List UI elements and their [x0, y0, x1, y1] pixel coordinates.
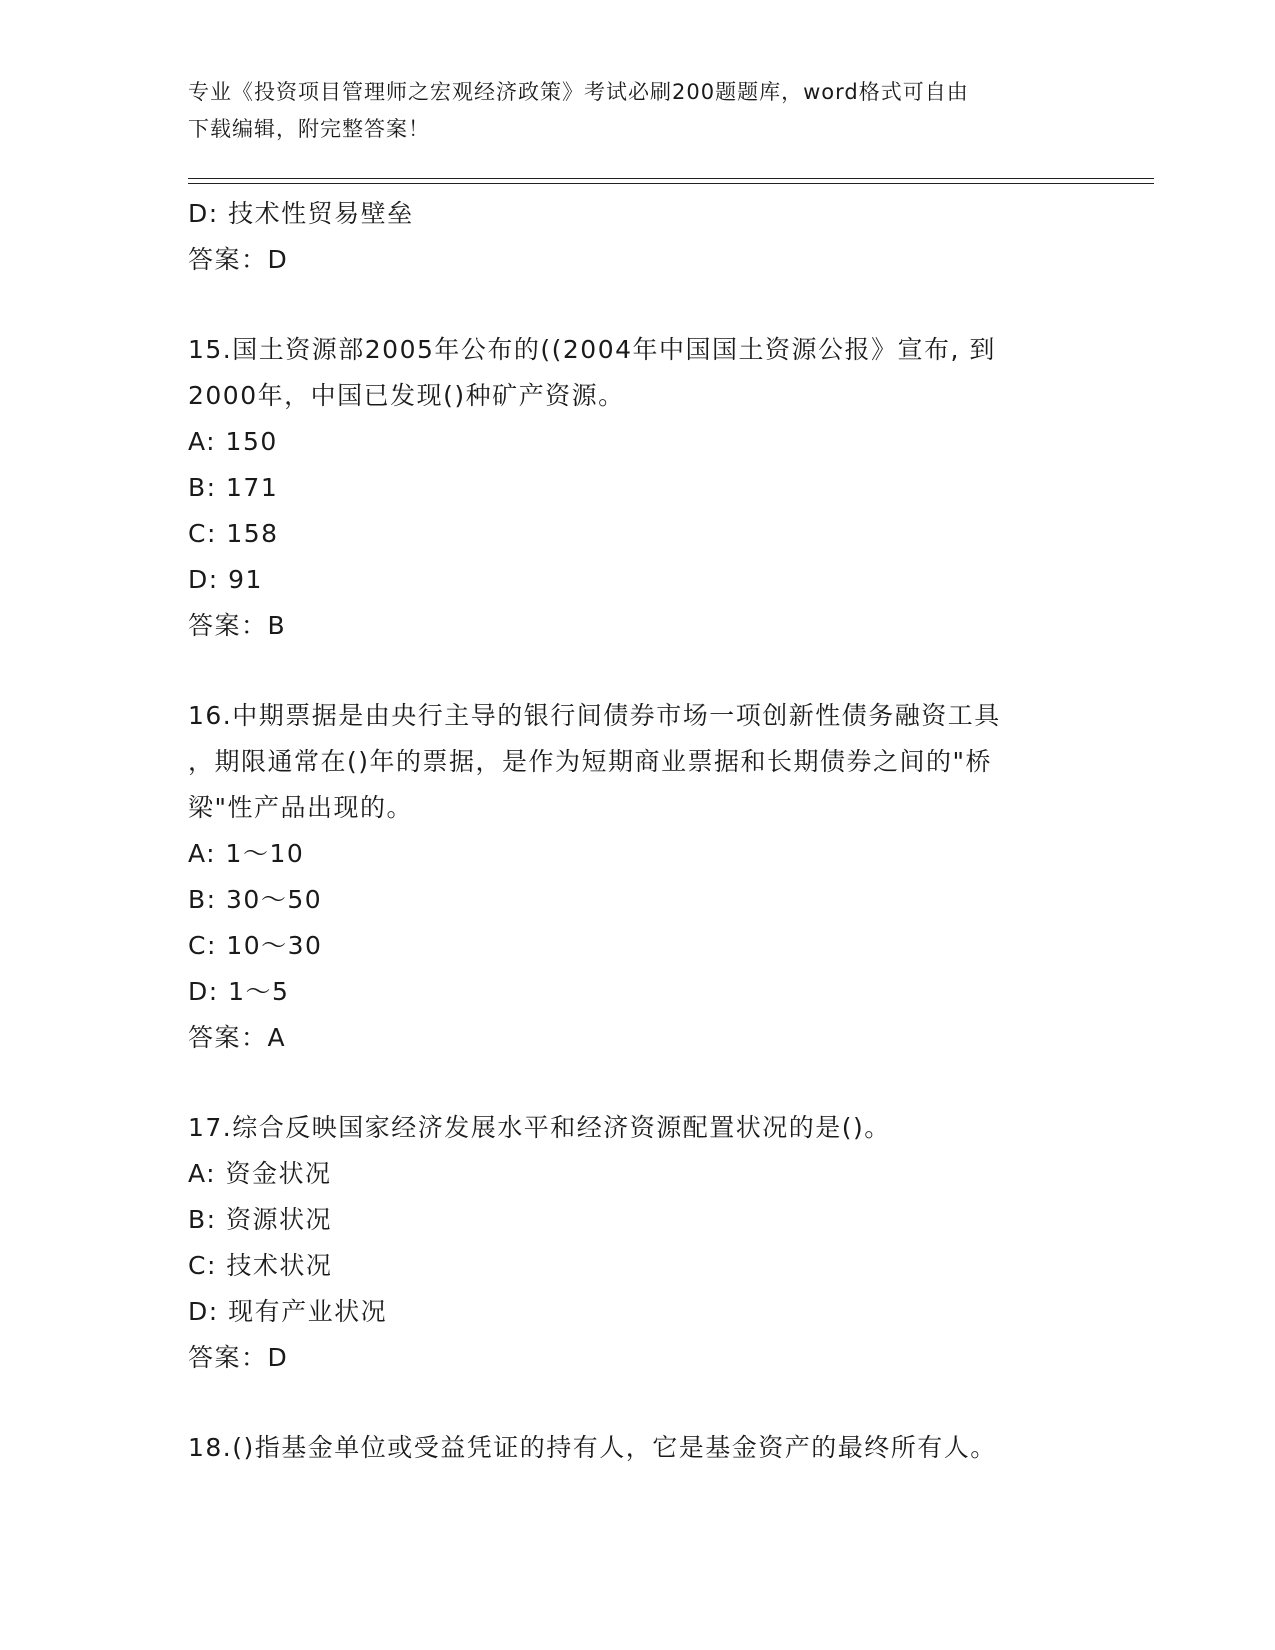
q17-option-a: A: 资金状况: [188, 1159, 332, 1188]
q17-text-line-1: 17.综合反映国家经济发展水平和经济资源配置状况的是()。: [188, 1113, 891, 1142]
q15-text-line-1: 15.国土资源部2005年公布的((2004年中国国土资源公报》宣布, 到: [188, 335, 996, 364]
q16-option-a: A: 1～10: [188, 839, 305, 868]
spacer: [188, 1381, 1088, 1425]
header-line-2: 下载编辑，附完整答案！: [188, 117, 430, 141]
spacer: [188, 283, 1088, 327]
question-content: [188, 191, 1088, 1471]
spacer: [188, 1061, 1088, 1105]
q15-option-c: C: 158: [188, 519, 279, 548]
document-header: [188, 74, 1088, 148]
q16-option-c: C: 10～30: [188, 931, 323, 960]
q17-option-c: C: 技术状况: [188, 1251, 333, 1280]
prev-answer: 答案：D: [188, 245, 289, 274]
q16-text-line-1: 16.中期票据是由央行主导的银行间债券市场一项创新性债务融资工具: [188, 701, 1001, 730]
header-divider-top: [188, 178, 1154, 179]
q16-answer: 答案：A: [188, 1023, 287, 1052]
spacer: [188, 649, 1088, 693]
q17-option-b: B: 资源状况: [188, 1205, 333, 1234]
q16-option-d: D: 1～5: [188, 977, 290, 1006]
header-line-1: 专业《投资项目管理师之宏观经济政策》考试必刷200题题库，word格式可自由: [188, 80, 969, 104]
q15-option-b: B: 171: [188, 473, 279, 502]
q15-option-d: D: 91: [188, 565, 263, 594]
header-divider-bottom: [188, 183, 1154, 184]
prev-option-d: D: 技术性贸易壁垒: [188, 199, 414, 228]
q16-text-line-2: ，期限通常在()年的票据，是作为短期商业票据和长期债券之间的"桥: [188, 747, 993, 776]
q15-option-a: A: 150: [188, 427, 278, 456]
q18-text-line-1: 18.()指基金单位或受益凭证的持有人，它是基金资产的最终所有人。: [188, 1433, 997, 1462]
q16-text-line-3: 梁"性产品出现的。: [188, 793, 413, 822]
q15-answer: 答案：B: [188, 611, 287, 640]
q17-option-d: D: 现有产业状况: [188, 1297, 388, 1326]
q16-option-b: B: 30～50: [188, 885, 323, 914]
q15-text-line-2: 2000年，中国已发现()种矿产资源。: [188, 381, 625, 410]
q17-answer: 答案：D: [188, 1343, 289, 1372]
